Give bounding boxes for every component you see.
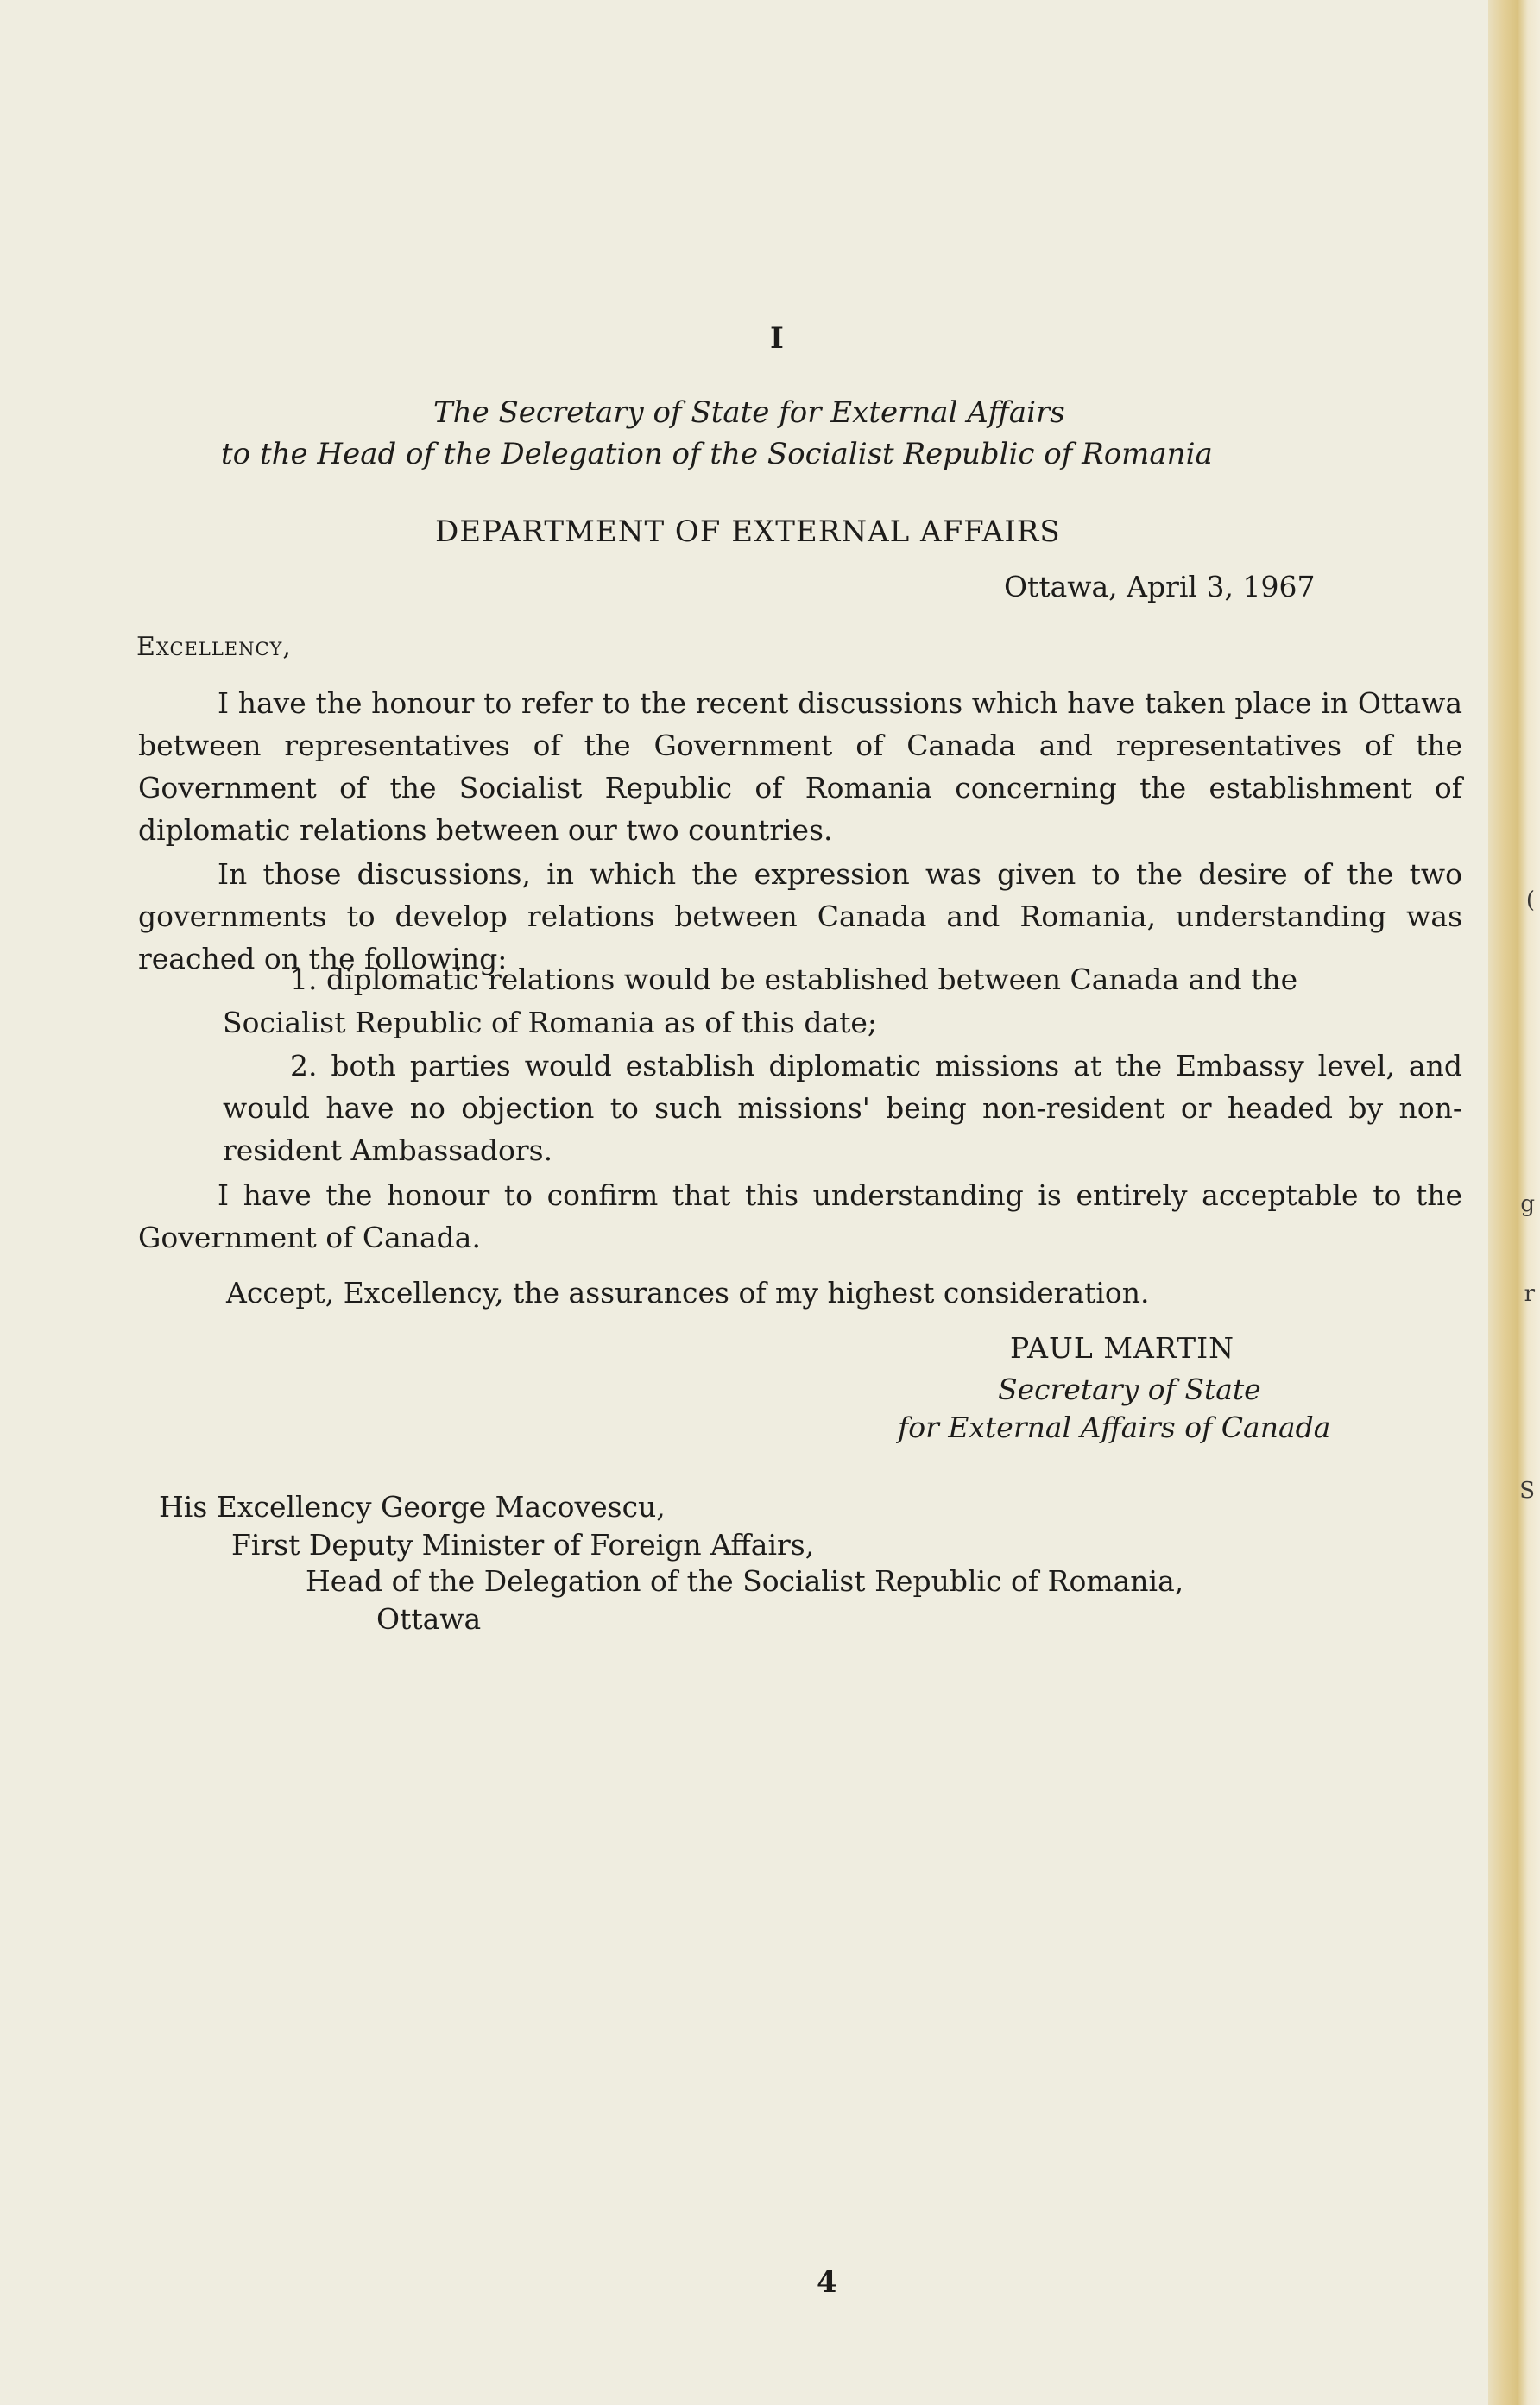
- list-item-2-text: 2. both parties would establish diplomatic missions at the Embassy level, and would have no objection to such missions' being non-resident or headed by non-resident Ambassadors.: [223, 1049, 1462, 1167]
- heading-line-1: The Secretary of State for External Affairs: [433, 395, 1065, 430]
- paragraph-2-text: In those discussions, in which the expression was given to the desire of the two governments to develop relations between Canada and Romania, understanding was reached on the following:: [138, 857, 1462, 975]
- paragraph-1: [138, 682, 1462, 851]
- heading-line-2: to the Head of the Delegation of the Socialist Republic of Romania: [221, 437, 1213, 471]
- edge-letter: S: [1519, 1478, 1535, 1504]
- signatory-title-2: for External Affairs of Canada: [898, 1411, 1331, 1444]
- list-item-1-continuation: Socialist Republic of Romania as of this date;: [223, 1006, 878, 1039]
- department-heading: DEPARTMENT OF EXTERNAL AFFAIRS: [435, 514, 1061, 549]
- addressee-line-2: First Deputy Minister of Foreign Affairs,: [231, 1528, 815, 1562]
- addressee-line-1: His Excellency George Macovescu,: [159, 1490, 666, 1524]
- salutation: Excellency,: [136, 632, 292, 662]
- paragraph-3-text: I have the honour to confirm that this understanding is entirely acceptable to the Government of Canada.: [138, 1178, 1462, 1254]
- addressee-line-3: Head of the Delegation of the Socialist Republic of Romania,: [306, 1564, 1184, 1598]
- list-item-2: [223, 1045, 1462, 1171]
- paragraph-3: [138, 1174, 1462, 1259]
- dateline: Ottawa, April 3, 1967: [1004, 570, 1316, 603]
- signatory-title-1: Secretary of State: [998, 1373, 1261, 1406]
- paragraph-1-text: I have the honour to refer to the recent discussions which have taken place in Ottawa between representatives of the Government of Canada and representatives of the Government of the Socialist Republic of Romania concerning the establishment of diplomatic relations between our two countries.: [138, 686, 1462, 847]
- addressee-line-4: Ottawa: [376, 1602, 482, 1636]
- list-item-1: 1. diplomatic relations would be established between Canada and the: [290, 963, 1298, 996]
- edge-letter: (: [1525, 887, 1535, 913]
- edge-letter: r: [1524, 1281, 1535, 1307]
- signatory-name: PAUL MARTIN: [1010, 1331, 1235, 1365]
- page-number: 4: [817, 2265, 837, 2300]
- adjacent-page-edge: [1512, 0, 1538, 2405]
- section-number: I: [770, 321, 784, 356]
- edge-letter: g: [1520, 1191, 1535, 1217]
- closing: Accept, Excellency, the assurances of my highest consideration.: [226, 1276, 1150, 1310]
